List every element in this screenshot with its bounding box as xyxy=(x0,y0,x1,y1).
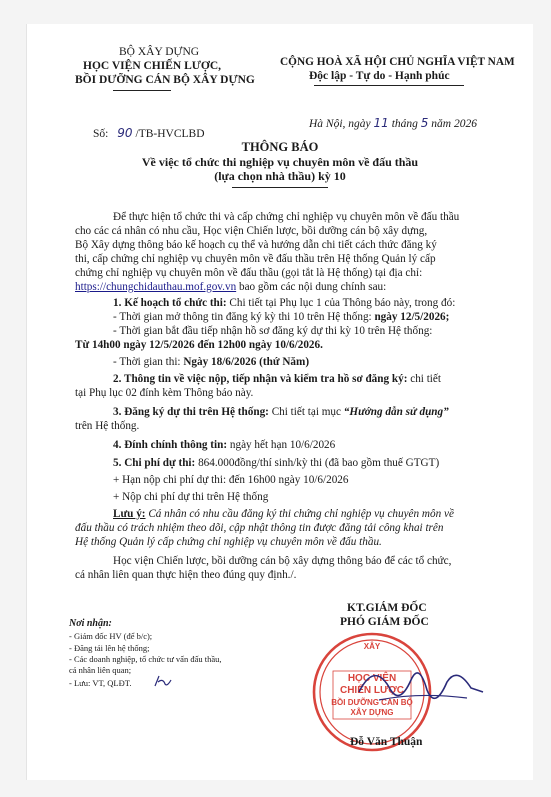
section-2-title: 2. Thông tin về việc nộp, tiếp nhận và kiểm tra hồ sơ đăng ký: xyxy=(113,373,408,385)
date-day: 11 xyxy=(373,116,389,130)
notice-subject-line1: Về việc tổ chức thi nghiệp vụ chuyên môn về đấu thầu xyxy=(141,155,419,169)
signer-name: Đỗ Văn Thuận xyxy=(350,736,423,748)
notice-heading: THÔNG BÁO xyxy=(241,140,319,154)
number-prefix: Số: xyxy=(93,128,109,140)
intro-line-6 xyxy=(75,281,386,294)
section-1-item-b: - Thời gian bắt đầu tiếp nhận hồ sơ đăng ký dự thi kỳ 10 trên Hệ thống: xyxy=(113,325,433,337)
document-page xyxy=(26,24,533,780)
date-mid: tháng xyxy=(391,118,418,130)
recipient-item: - Lưu: VT, QLĐT. xyxy=(69,678,132,688)
recipient-item: - Các doanh nghiệp, tổ chức tư vấn đấu thầu, xyxy=(69,654,222,664)
section-1-title: 1. Kế hoạch tổ chức thi: xyxy=(113,297,227,309)
note-line-3: Hệ thống Quản lý cấp chứng chỉ nghiệp vụ chuyên môn về đấu thầu. xyxy=(75,536,382,548)
section-5-title: 5. Chi phí dự thi: xyxy=(113,457,196,469)
title-rule xyxy=(232,187,328,188)
stamp-line-3: BỒI DƯỠNG CÁN BỘ xyxy=(331,698,413,707)
document-date xyxy=(309,116,477,130)
intro-line-6-rest: bao gồm các nội dung chính sau: xyxy=(236,281,387,293)
stamp-line-2: CHIẾN LƯỢC xyxy=(339,685,405,696)
section-2-text-2: tại Phụ lục 02 đính kèm Thông báo này. xyxy=(75,387,254,399)
institute-name-line1: HỌC VIỆN CHIẾN LƯỢC, xyxy=(83,60,222,72)
closing-line-1: Học viện Chiến lược, bồi dưỡng cán bộ xây dựng thông báo để các tổ chức, xyxy=(113,555,452,567)
note-line-2: đấu thầu có trách nhiệm theo dõi, cập nhật thông tin được đăng tải công khai trên xyxy=(75,522,444,534)
document-number xyxy=(93,126,205,140)
signature-title-2: PHÓ GIÁM ĐỐC xyxy=(340,616,429,628)
section-1-item-a xyxy=(113,311,449,324)
section-5-text: 864.000đồng/thí sinh/kỳ thi (đã bao gồm thuế GTGT) xyxy=(195,457,440,469)
section-4-text: ngày hết hạn 10/6/2026 xyxy=(227,439,336,451)
system-link[interactable]: https://chungchidauthau.mof.gov.vn xyxy=(75,281,237,293)
institute-name-line2: BỒI DƯỠNG CÁN BỘ XÂY DỰNG xyxy=(75,74,255,86)
stamp-line-1: HỌC VIỆN xyxy=(347,673,397,684)
recipient-item: - Đăng tải lên hệ thống; xyxy=(69,643,150,653)
section-5-item-b: + Nộp chi phí dự thi trên Hệ thống xyxy=(113,491,269,503)
recipient-item: cá nhân liên quan; xyxy=(69,665,132,675)
note-line-1 xyxy=(113,508,454,521)
handwritten-signature xyxy=(349,652,489,722)
intro-line-3: Bộ Xây dựng thông báo kế hoạch cụ thể và hướng dẫn chi tiết cách thức đăng ký xyxy=(75,239,437,251)
section-3-text-2: trên Hệ thống. xyxy=(75,420,140,432)
section-3 xyxy=(113,406,449,419)
national-motto: Độc lập - Tự do - Hạnh phúc xyxy=(309,70,450,82)
header-left-rule xyxy=(113,90,171,91)
section-1 xyxy=(113,297,455,310)
recipients-title: Nơi nhận: xyxy=(69,618,112,629)
section-3-guide: “Hướng dẫn sử dụng” xyxy=(343,406,449,418)
ministry-name: BỘ XÂY DỰNG xyxy=(119,46,200,58)
section-3-title: 3. Đăng ký dự thi trên Hệ thống: xyxy=(113,406,269,418)
section-1-item-a-text: - Thời gian mở thông tin đăng ký kỳ thi 10 trên Hệ thống: xyxy=(113,311,375,323)
section-1-item-c xyxy=(113,356,309,369)
section-2 xyxy=(113,373,441,386)
header-right-rule xyxy=(314,85,464,86)
intro-line-2: cho các cá nhân có nhu cầu, Học viện Chiến lược, bồi dưỡng cán bộ xây dựng, xyxy=(75,225,428,237)
section-2-text-1: chi tiết xyxy=(407,373,441,385)
signature-title-1: KT.GIÁM ĐỐC xyxy=(347,602,427,614)
stamp-line-4: XÂY DỰNG xyxy=(350,708,394,717)
date-month: 5 xyxy=(420,116,429,130)
section-1-text: Chi tiết tại Phụ lục 1 của Thông báo này, trong đó: xyxy=(226,297,456,309)
number-handwritten: 90 xyxy=(117,126,133,140)
date-prefix: Hà Nội, ngày xyxy=(309,118,371,130)
stamp-top-text: XÂY xyxy=(363,642,381,651)
note-label: Lưu ý: xyxy=(113,508,146,520)
notice-subject-line2: (lựa chọn nhà thầu) kỳ 10 xyxy=(214,169,346,183)
section-1-item-a-bold: ngày 12/5/2026; xyxy=(374,311,450,323)
intro-line-5: chứng chỉ nghiệp vụ chuyên môn về đấu thầu (gọi tắt là Hệ thống) tại địa chỉ: xyxy=(75,267,423,279)
recipient-initials-mark xyxy=(153,674,173,688)
closing-line-2: cá nhân liên quan thực hiện theo đúng quy định./. xyxy=(75,569,297,581)
country-name: CỘNG HOÀ XÃ HỘI CHỦ NGHĨA VIỆT NAM xyxy=(280,56,515,68)
intro-line-1: Để thực hiện tổ chức thi và cấp chứng chỉ nghiệp vụ chuyên môn về đấu thầu xyxy=(113,211,460,223)
section-4 xyxy=(113,439,335,452)
section-3-text: Chi tiết tại mục xyxy=(268,406,344,418)
section-1-item-c-text: - Thời gian thi: xyxy=(113,356,184,368)
recipient-item: - Giám đốc HV (để b/c); xyxy=(69,631,153,641)
section-5 xyxy=(113,457,439,470)
intro-line-4: thi, cấp chứng chỉ nghiệp vụ chuyên môn về đấu thầu trên Hệ thống Quản lý cấp xyxy=(75,253,436,265)
section-1-item-b-bold: Từ 14h00 ngày 12/5/2026 đến 12h00 ngày 10/6/2026. xyxy=(75,339,323,351)
section-4-title: 4. Đính chính thông tin: xyxy=(113,439,228,451)
number-suffix: /TB-HVCLBD xyxy=(135,128,205,140)
section-5-item-a: + Hạn nộp chi phí dự thi: đến 16h00 ngày 10/6/2026 xyxy=(113,474,349,486)
section-1-item-c-bold: Ngày 18/6/2026 (thứ Năm) xyxy=(183,356,310,368)
note-line-1-text: Cá nhân có nhu cầu đăng ký thi chứng chỉ nghiệp vụ chuyên môn về xyxy=(145,508,454,520)
date-suffix: năm 2026 xyxy=(431,118,477,130)
